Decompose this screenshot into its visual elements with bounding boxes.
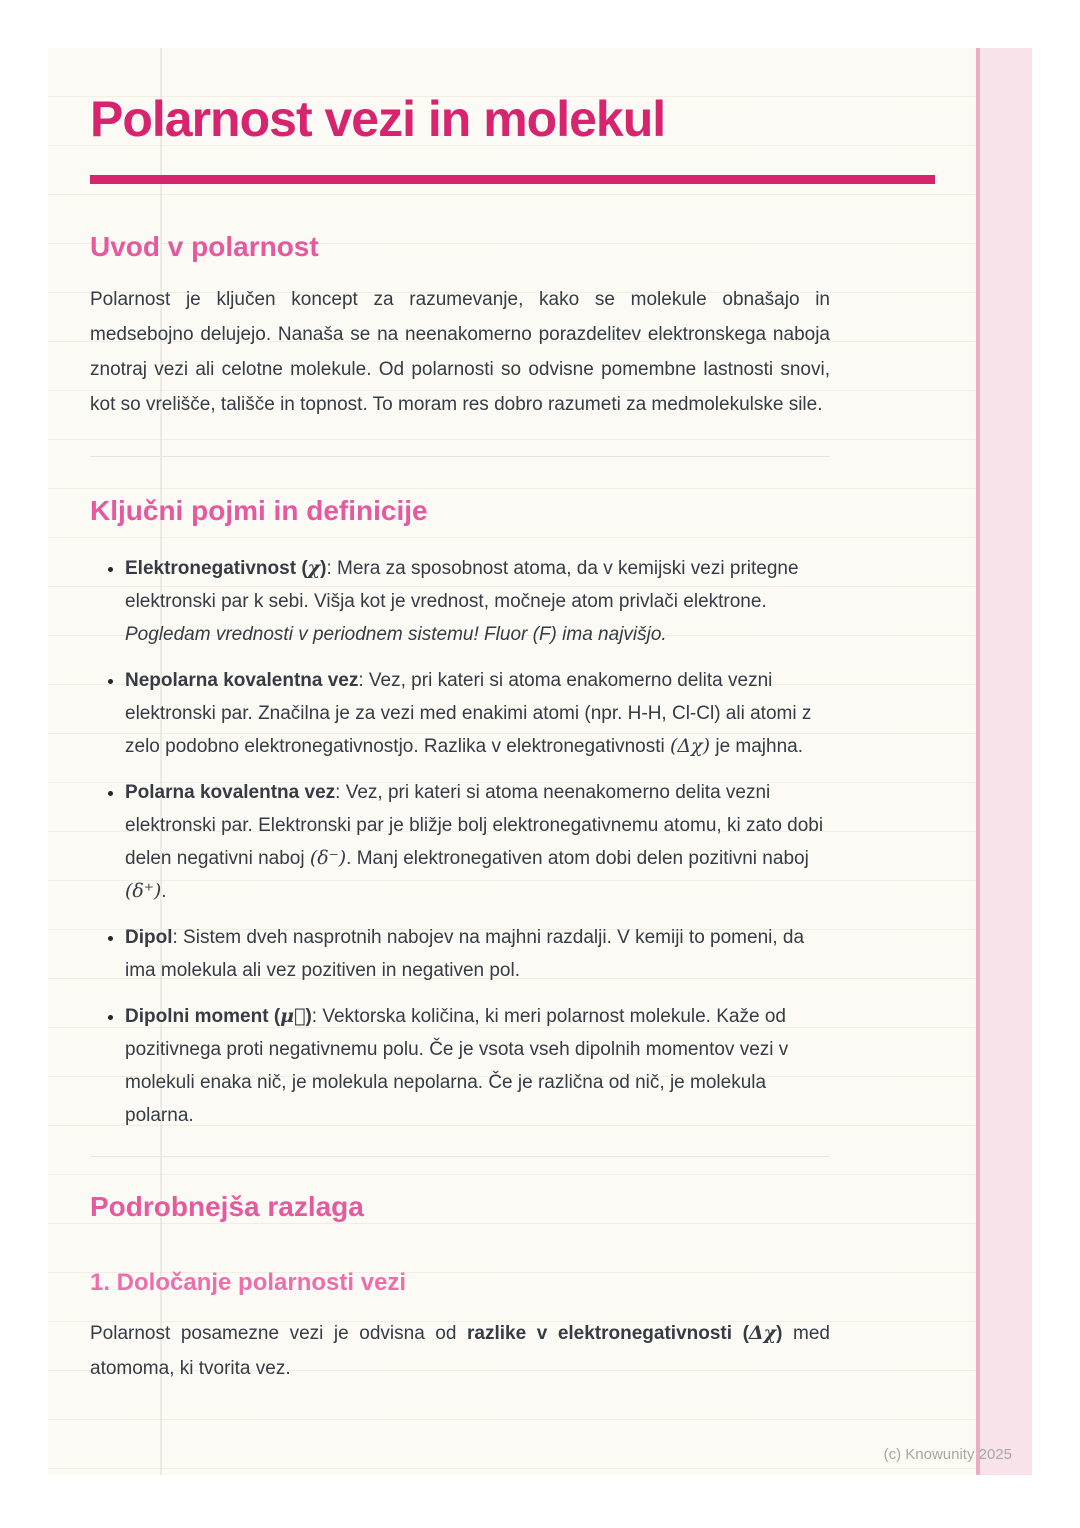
text-run: . Manj elektronegativen atom dobi delen pozitivni naboj	[346, 848, 809, 869]
text-run: Polarna kovalentna vez	[125, 782, 336, 803]
key-term-text	[125, 1006, 788, 1126]
text-run: (δ⁺)	[125, 880, 162, 902]
text-run: razlike v elektronegativnosti (	[467, 1323, 749, 1344]
section-key-terms	[90, 494, 830, 1132]
text-run: je majhna.	[710, 736, 804, 757]
section-detail	[90, 1190, 830, 1386]
key-terms-list	[90, 552, 830, 1132]
key-term-item	[125, 1000, 830, 1132]
title-rule	[90, 175, 935, 184]
key-term-text	[125, 927, 804, 981]
section-heading-uvod: Uvod v polarnost	[90, 231, 319, 262]
text-run: Pogledam vrednosti v periodnem sistemu! Fluor (F) ima najvišjo.	[125, 624, 667, 645]
text-run: .	[161, 881, 167, 902]
intro-paragraph: Polarnost je ključen koncept za razumevanje, kako se molekule obnašajo in medsebojno delujejo. Nanaša se na neenakomerno porazdelitev elektronskega naboja znotraj vezi ali celotne molekule. Od polarnosti so odvisne pomembne lastnosti snovi, kot so vrelišče, tališče in topnost. To moram res dobro razumeti za medmolekulske sile.	[90, 289, 830, 415]
document-page	[48, 48, 1032, 1475]
text-run: Dipol	[125, 927, 173, 948]
page-content	[90, 48, 830, 1386]
key-term-item	[125, 552, 830, 651]
detail-paragraph	[90, 1316, 830, 1386]
key-term-text	[125, 782, 823, 902]
text-run: : Vektorska količina, ki meri polarnost molekule. Kaže od pozitivnega proti negativnemu polu. Če je vsota vseh dipolnih momentov vezi v molekuli enaka nič, je molekula nepolarna. Če je različna od nič, je molekula polarna.	[125, 1006, 789, 1126]
text-run: (Δχ)	[670, 735, 711, 757]
text-run: : Sistem dveh nasprotnih nabojev na majhni razdalji. V kemiji to pomeni, da ima molekula ali vez pozitiven in negativen pol.	[125, 927, 805, 981]
text-run: med atomoma, ki tvorita vez.	[90, 1323, 830, 1379]
key-term-item	[125, 776, 830, 908]
text-run: )	[305, 1006, 312, 1027]
key-term-text	[125, 670, 811, 757]
text-run: Polarnost posamezne vezi je odvisna od	[90, 1323, 467, 1344]
section-divider	[90, 1156, 830, 1157]
text-run: : Vez, pri kateri si atoma neenakomerno delita vezni elektronski par. Elektronski par je bližje bolj elektronegativnemu atomu, ki zato dobi delen negativni naboj	[125, 782, 824, 869]
page-title: Polarnost vezi in molekul	[90, 91, 666, 147]
text-run: Dipolni moment (	[125, 1006, 281, 1027]
key-term-item	[125, 921, 830, 987]
text-run: χ	[307, 557, 321, 579]
key-term-text	[125, 558, 799, 645]
text-run: Nepolarna kovalentna vez	[125, 670, 359, 691]
text-run: : Mera za sposobnost atoma, da v kemijski vezi pritegne elektronski par k sebi. Višja kot je vrednost, močneje atom privlači elektrone.	[125, 558, 799, 612]
text-run: μ⃗	[280, 1005, 306, 1027]
section-divider	[90, 456, 830, 457]
copyright-watermark: (c) Knowunity 2025	[883, 1446, 1012, 1463]
text-run: Δχ	[748, 1322, 777, 1344]
text-run: Elektronegativnost (	[125, 558, 308, 579]
text-run: )	[320, 558, 327, 579]
text-run: (δ⁻)	[309, 847, 347, 869]
key-term-item	[125, 664, 830, 763]
section-heading-kljucni-pojmi: Ključni pojmi in definicije	[90, 495, 428, 526]
sub-heading-dolocanje: 1. Določanje polarnosti vezi	[90, 1269, 407, 1296]
section-intro	[90, 230, 830, 422]
text-run: )	[776, 1323, 783, 1344]
section-heading-podrobnejsa: Podrobnejša razlaga	[90, 1191, 364, 1222]
text-run: : Vez, pri kateri si atoma enakomerno delita vezni elektronski par. Značilna je za vezi med enakimi atomi (npr. H-H, Cl-Cl) ali atomi z zelo podobno elektronegativnostjo. Razlika v elektronegativnosti	[125, 670, 812, 757]
page-edge-stripe	[976, 48, 1032, 1475]
